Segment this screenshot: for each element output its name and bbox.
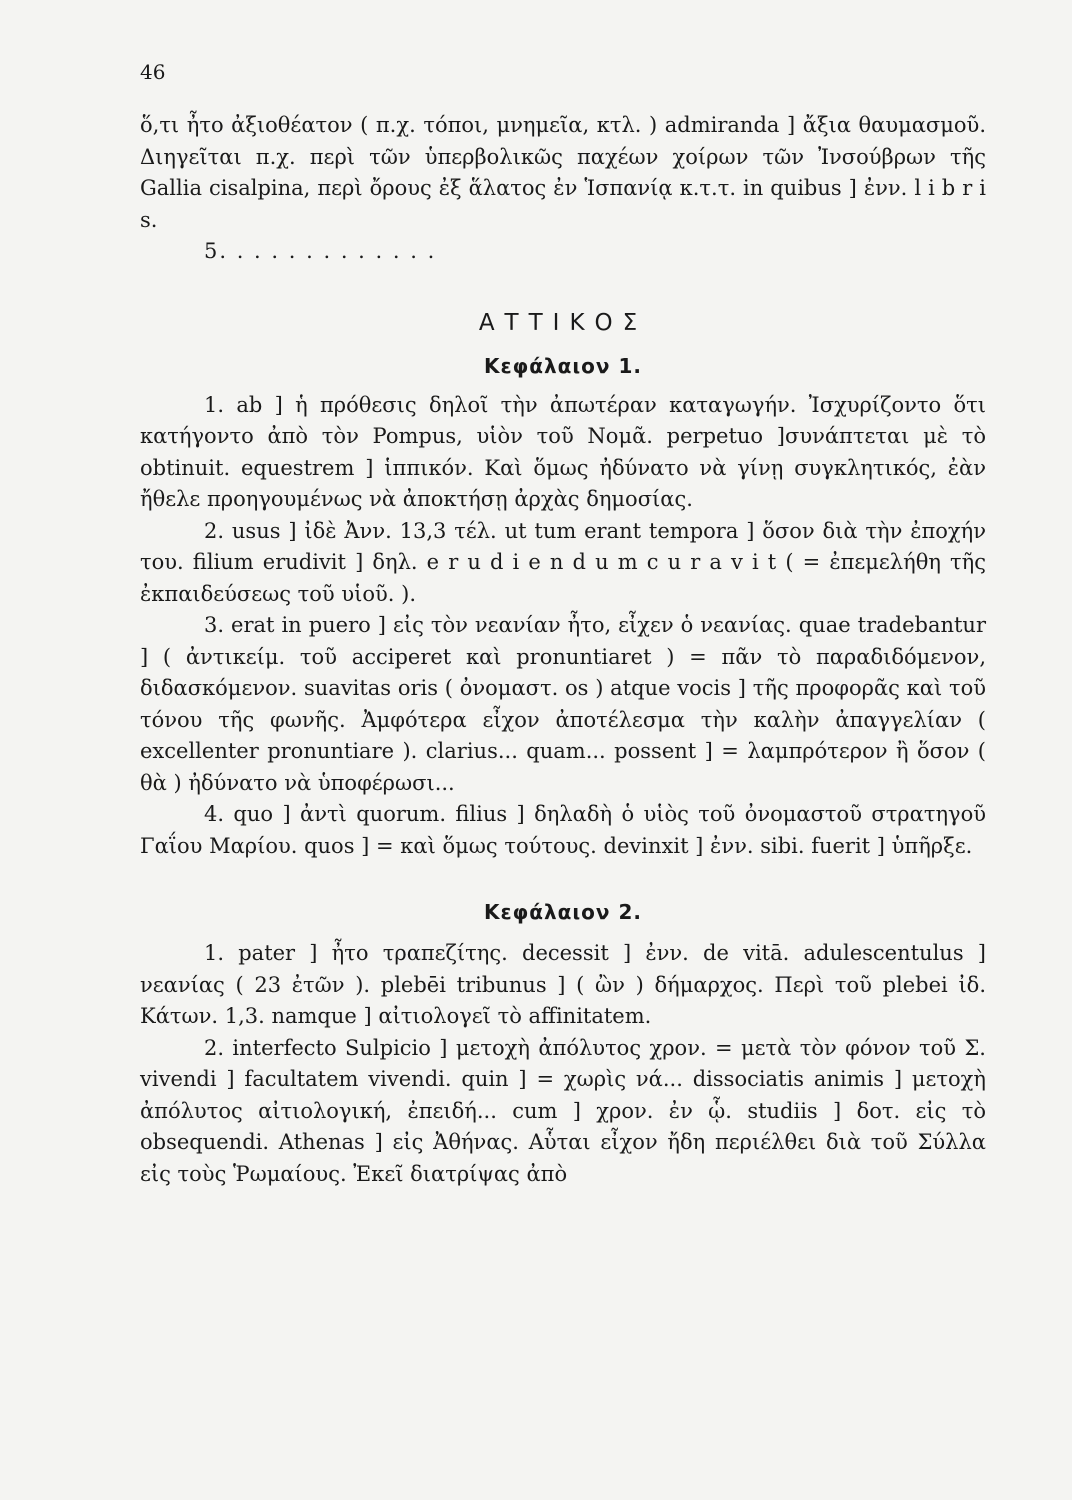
chapter-1-paragraph-3: 3. erat in puero ] εἰς τὸν νεανίαν ἦτο, εἶχεν ὁ νεανίας. quae tradebantur ] ( ἀντικείμ. τοῦ acciperet καὶ pronuntiaret ) = πᾶν τὸ παραδιδόμενον, διδασκόμενον. suavitas oris ( ὀνομαστ. os ) atque vocis ] τῆς προφορᾶς καὶ τοῦ τόνου τῆς φωνῆς. Ἀμφότερα εἶχον ἀποτέλεσμα τὴν καλὴν ἀπαγγελίαν ( excellenter pronuntiare ). clarius... quam... possent ] = λαμπρότερον ἢ ὅσον ( θὰ ) ἠδύνατο νὰ ὑποφέρωσι... bbox=[140, 613, 986, 795]
section-title: ΑΤΤΙΚΟΣ bbox=[478, 309, 648, 336]
chapter-1-paragraph-1: 1. ab ] ἡ πρόθεσις δηλοῖ τὴν ἀπωτέραν καταγωγήν. Ἰσχυρίζοντο ὅτι κατήγοντο ἀπὸ τὸν Pompus, υἱὸν τοῦ Νομᾶ. perpetuo ]συνάπτεται μὲ τὸ obtinuit. equestrem ] ἱππικόν. Καὶ ὅμως ἠδύνατο νὰ γίνῃ συγκλητικός, ἐὰν ἤθελε προηγουμένως νὰ ἀποκτήσῃ ἀρχὰς δημοσίας. bbox=[140, 392, 986, 511]
item-5-ellipsis: 5. . . . . . . . . . . . . bbox=[204, 239, 437, 263]
page-number: 46 bbox=[140, 60, 166, 84]
chapter-1-paragraph-2: 2. usus ] ἰδὲ Ἀνν. 13,3 τέλ. ut tum erant tempora ] ὅσον διὰ τὴν ἐποχήν του. filium erudivit ] δηλ. e r u d i e n d u m c u r a v i t ( = ἐπεμελήθη τῆς ἐκπαιδεύσεως τοῦ υἱοῦ. ). bbox=[140, 518, 986, 606]
chapter-1-paragraph-4: 4. quo ] ἀντὶ quorum. filius ] δηλαδὴ ὁ υἱὸς τοῦ ὀνομαστοῦ στρατηγοῦ Γαΐου Μαρίου. quos ] = καὶ ὅμως τούτους. devinxit ] ἐνν. sibi. fuerit ] ὑπῆρξε. bbox=[140, 802, 986, 858]
chapter-2-paragraph-2: 2. interfecto Sulpicio ] μετοχὴ ἀπόλυτος χρον. = μετὰ τὸν φόνον τοῦ Σ. vivendi ] facultatem vivendi. quin ] = χωρὶς νά... dissociatis animis ] μετοχὴ ἀπόλυτος αἰτιολογική, ἐπειδή... cum ] χρον. ἐν ᾧ. studiis ] δοτ. εἰς τὸ obsequendi. Athenas ] εἰς Ἀθήνας. Αὗται εἶχον ἤδη περιέλθει διὰ τοῦ Σύλλα εἰς τοὺς Ῥωμαίους. Ἐκεῖ διατρίψας ἀπὸ bbox=[140, 1035, 986, 1186]
intro-paragraph: ὅ,τι ἦτο ἀξιοθέατον ( π.χ. τόποι, μνημεῖα, κτλ. ) admiranda ] ἄξια θαυμασμοῦ. Διηγεῖται π.χ. περὶ τῶν ὑπερβολικῶς παχέων χοίρων τῶν Ἰνσούβρων τῆς Gallia cisalpina, περὶ ὄρους ἐξ ἅλατος ἐν Ἱσπανίᾳ κ.τ.τ. in quibus ] ἐνν. l i b r i s. bbox=[140, 113, 986, 232]
chapter-1-heading: Κεφάλαιον 1. bbox=[483, 353, 643, 378]
chapter-2-paragraph-1: 1. pater ] ἦτο τραπεζίτης. decessit ] ἐνν. de vitā. adulescentulus ] νεανίας ( 23 ἐτῶν ). plebēi tribunus ] ( ὢν ) δήμαρχος. Περὶ τοῦ plebei ἰδ. Κάτων. 1,3. namque ] αἰτιολογεῖ τὸ affinitatem. bbox=[140, 941, 986, 1028]
chapter-2-heading: Κεφάλαιον 2. bbox=[483, 900, 643, 924]
